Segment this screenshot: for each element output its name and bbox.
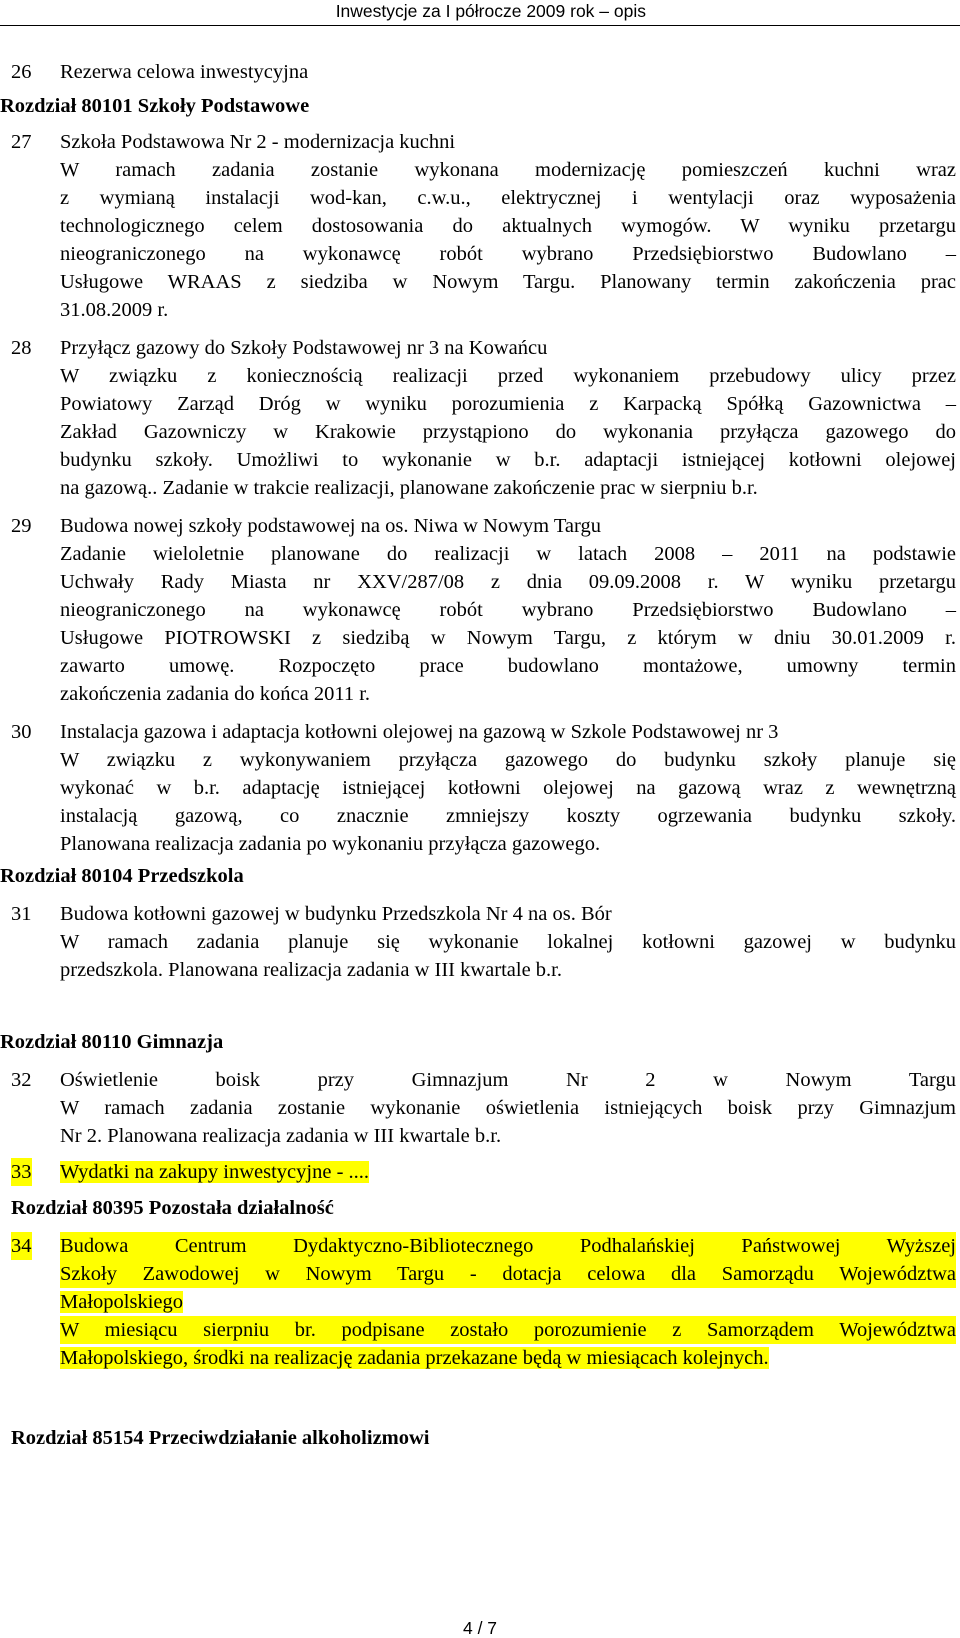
section-heading-80110: Rozdział 80110 Gimnazja [0, 1031, 224, 1053]
entry-text-line: budynku szkoły. Umożliwi to wykonanie w b.r. adaptacji istniejącej kotłowni olejowej [60, 449, 956, 471]
entry-text-line: W związku z koniecznością realizacji przed wykonaniem przebudowy ulicy przez [60, 365, 956, 387]
page-header [0, 0, 960, 26]
entry-number: 29 [11, 515, 32, 537]
entry-number: 34 [11, 1232, 32, 1260]
entry-text-line: Zadanie wieloletnie planowane do realizacji w latach 2008 – 2011 na podstawie [60, 543, 956, 565]
entry-31 [0, 900, 960, 984]
entry-27 [0, 128, 960, 324]
section-heading-80101: Rozdział 80101 Szkoły Podstawowe [0, 95, 310, 117]
section-heading-80104: Rozdział 80104 Przedszkola [0, 865, 244, 887]
entry-text-line: W ramach zadania zostanie wykonana modernizację pomieszczeń kuchni wraz [60, 159, 956, 181]
entry-text-line: zawarto umowę. Rozpoczęto prace budowlano montażowe, umowny termin [60, 655, 956, 677]
document-body [0, 58, 960, 1452]
entry-title: Budowa kotłowni gazowej w budynku Przedszkola Nr 4 na os. Bór [60, 903, 612, 925]
entry-text-line: Usługowe WRAAS z siedziba w Nowym Targu. Planowany termin zakończenia prac [60, 271, 956, 293]
entry-title: Instalacja gazowa i adaptacja kotłowni olejowej na gazową w Szkole Podstawowej nr 3 [60, 721, 779, 743]
entry-number: 27 [11, 131, 32, 153]
entry-33 [0, 1158, 960, 1186]
section-heading-85154: Rozdział 85154 Przeciwdziałanie alkoholizmowi [11, 1427, 430, 1449]
entry-34 [0, 1232, 960, 1372]
entry-text-line: 31.08.2009 r. [60, 299, 169, 321]
entry-title: Przyłącz gazowy do Szkoły Podstawowej nr 3 na Kowańcu [60, 337, 548, 359]
entry-title: Oświetlenie boisk przy Gimnazjum Nr 2 w Nowym Targu [60, 1069, 956, 1091]
section-heading-80395: Rozdział 80395 Pozostała działalność [11, 1197, 334, 1219]
entry-text-line: W związku z wykonywaniem przyłącza gazowego do budynku szkoły planuje się [60, 749, 956, 771]
entry-text-line: W ramach zadania zostanie wykonanie oświetlenia istniejących boisk przy Gimnazjum [60, 1097, 956, 1119]
entry-title: Rezerwa celowa inwestycyjna [60, 61, 309, 83]
entry-30 [0, 718, 960, 858]
entry-text-line: wykonać w b.r. adaptację istniejącej kotłowni olejowej na gazową wraz z wewnętrzną [60, 777, 956, 799]
entry-text-line: Powiatowy Zarząd Dróg w wyniku porozumienia z Karpacką Spółką Gazownictwa – [60, 393, 956, 415]
entry-number: 30 [11, 721, 32, 743]
entry-title: Wydatki na zakupy inwestycyjne - .... [60, 1161, 370, 1183]
entry-number: 28 [11, 337, 32, 359]
entry-28 [0, 334, 960, 502]
entry-26 [0, 58, 960, 86]
entry-text-line: instalacją gazową, co znacznie zmniejszy koszty ogrzewania budynku szkoły. [60, 805, 956, 827]
entry-text-line: technologicznego celem dostosowania do aktualnych wymogów. W wyniku przetargu [60, 215, 956, 237]
entry-text-line: Nr 2. Planowana realizacja zadania w III kwartale b.r. [60, 1125, 502, 1147]
entry-text-line: z wymianą instalacji wod-kan, c.w.u., elektrycznej i wentylacji oraz wyposażenia [60, 187, 956, 209]
entry-number: 26 [11, 61, 32, 83]
entry-number: 31 [11, 903, 32, 925]
entry-29 [0, 512, 960, 708]
entry-title: Szkoła Podstawowa Nr 2 - modernizacja kuchni [60, 131, 456, 153]
header-title: Inwestycje za I półrocze 2009 rok – opis [335, 1, 646, 21]
entry-number: 33 [11, 1158, 32, 1186]
entry-text-line: nieograniczonego na wykonawcę robót wybrano Przedsiębiorstwo Budowlano – [60, 243, 956, 265]
entry-text-line: W miesiącu sierpniu br. podpisane zostało porozumienie z Samorządem Województwa [60, 1316, 956, 1344]
entry-text-line: na gazową.. Zadanie w trakcie realizacji, planowane zakończenie prac w sierpniu b.r. [60, 477, 758, 499]
entry-number: 32 [11, 1069, 32, 1091]
entry-text-line: W ramach zadania planuje się wykonanie lokalnej kotłowni gazowej w budynku [60, 931, 956, 953]
entry-text-line: Uchwały Rady Miasta nr XXV/287/08 z dnia 09.09.2008 r. W wyniku przetargu [60, 571, 956, 593]
entry-text-line: zakończenia zadania do końca 2011 r. [60, 683, 371, 705]
entry-32 [0, 1066, 960, 1150]
entry-text-line: przedszkola. Planowana realizacja zadania w III kwartale b.r. [60, 959, 562, 981]
entry-text-line: Zakład Gazowniczy w Krakowie przystąpiono do wykonania przyłącza gazowego do [60, 421, 956, 443]
entry-title-line: Małopolskiego [60, 1291, 183, 1313]
entry-text-line: Małopolskiego, środki na realizację zadania przekazane będą w miesiącach kolejnych. [60, 1347, 769, 1369]
entry-title-line: Szkoły Zawodowej w Nowym Targu - dotacja celowa dla Samorządu Województwa [60, 1260, 956, 1288]
page-number: 4 / 7 [462, 1618, 498, 1638]
entry-text-line: nieograniczonego na wykonawcę robót wybrano Przedsiębiorstwo Budowlano – [60, 599, 956, 621]
entry-title: Budowa nowej szkoły podstawowej na os. Niwa w Nowym Targu [60, 515, 601, 537]
entry-text-line: Planowana realizacja zadania po wykonaniu przyłącza gazowego. [60, 833, 601, 855]
entry-text-line: Usługowe PIOTROWSKI z siedzibą w Nowym Targu, z którym w dniu 30.01.2009 r. [60, 627, 956, 649]
entry-title: Budowa Centrum Dydaktyczno-Bibliotecznego Podhalańskiej Państwowej Wyższej [60, 1232, 956, 1260]
